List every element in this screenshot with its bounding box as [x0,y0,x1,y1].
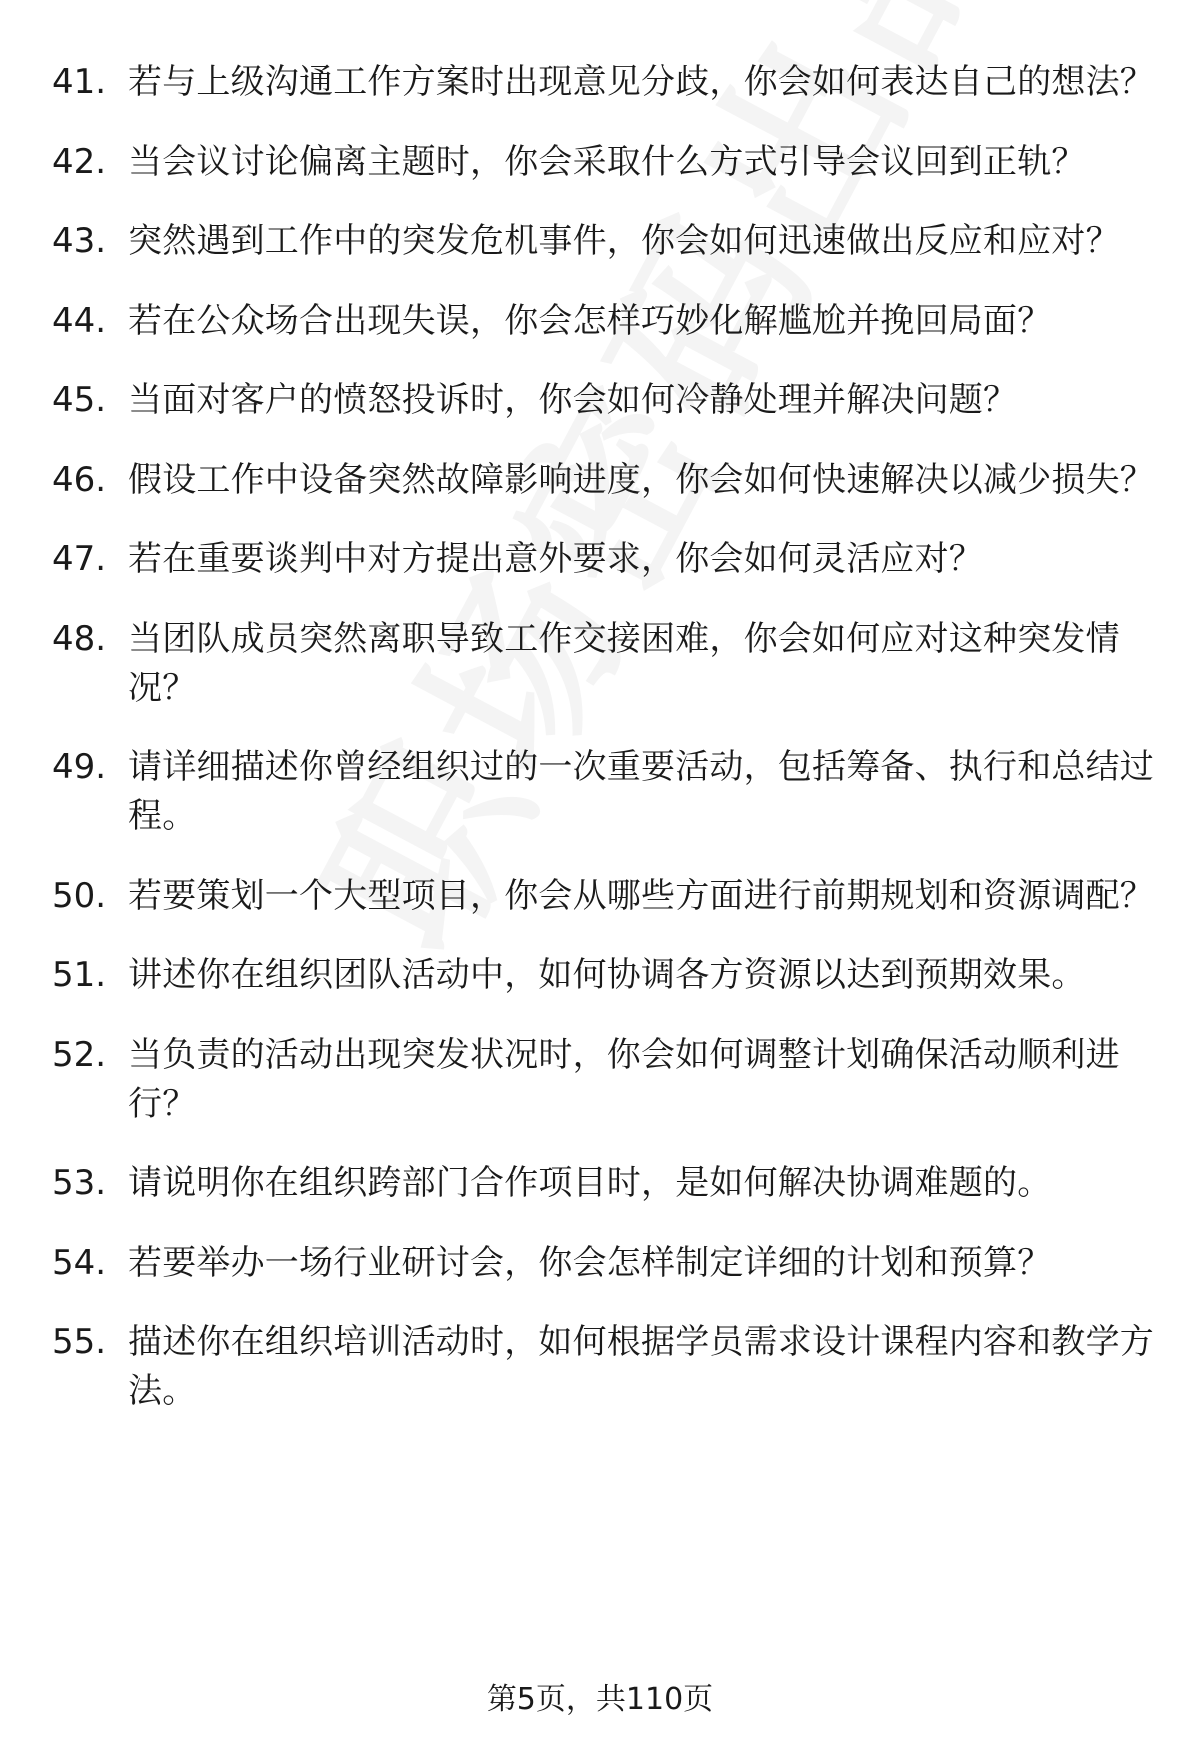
question-item [52,1031,1162,1129]
question-number: 41. [52,62,107,102]
page-number-footer: 第5页，共110页 [486,1682,714,1717]
question-text: 若要举办一场行业研讨会，你会怎样制定详细的计划和预算？ [128,1242,1052,1283]
question-number: 52. [52,1034,107,1075]
question-text: 若与上级沟通工作方案时出现意见分歧，你会如何表达自己的想法？ [128,62,1154,102]
question-text: 当面对客户的愤怒投诉时，你会如何冷静处理并解决问题？ [128,380,1018,420]
question-item [52,297,1162,346]
question-item [52,456,1162,505]
question-number: 48. [52,618,107,659]
question-number: 49. [52,747,107,787]
question-number: 54. [52,1242,107,1283]
question-text: 假设工作中设备突然故障影响进度，你会如何快速解决以减少损失？ [128,459,1154,500]
question-number: 47. [52,539,107,579]
question-number: 50. [52,875,107,916]
question-text: 讲述你在组织团队活动中，如何协调各方资源以达到预期效果。 [128,955,1086,995]
question-number: 55. [52,1322,107,1362]
question-item [52,1318,1162,1416]
question-text: 当负责的活动出现突发状况时，你会如何调整计划确保活动顺利进行？ [128,1034,1120,1124]
question-number: 43. [52,221,107,261]
question-text: 当团队成员突然离职导致工作交接困难，你会如何应对这种突发情况？ [128,618,1120,708]
question-item [52,1239,1162,1288]
question-number: 42. [52,141,107,182]
question-item [52,376,1162,425]
question-text: 若在重要谈判中对方提出意外要求，你会如何灵活应对？ [128,539,983,579]
question-number: 51. [52,955,107,995]
question-item [52,743,1162,841]
question-item [52,535,1162,584]
question-text: 请详细描述你曾经组织过的一次重要活动，包括筹备、执行和总结过程。 [128,747,1154,836]
question-number: 53. [52,1163,107,1203]
question-text: 请说明你在组织跨部门合作项目时，是如何解决协调难题的。 [128,1163,1052,1203]
question-text: 当会议讨论偏离主题时，你会采取什么方式引导会议回到正轨？ [128,141,1086,182]
question-item [52,138,1162,187]
question-number: 44. [52,300,107,341]
question-number: 45. [52,380,107,420]
question-item [52,951,1162,1000]
question-number: 46. [52,459,107,500]
question-text: 描述你在组织培训活动时，如何根据学员需求设计课程内容和教学方法。 [128,1322,1154,1411]
question-item [52,615,1162,713]
question-item [52,58,1162,107]
question-text: 若要策划一个大型项目，你会从哪些方面进行前期规划和资源调配？ [128,875,1154,916]
question-list [52,58,1162,1447]
question-item [52,1159,1162,1208]
question-text: 若在公众场合出现失误，你会怎样巧妙化解尴尬并挽回局面？ [128,300,1052,341]
question-item [52,217,1162,266]
question-text: 突然遇到工作中的突发危机事件，你会如何迅速做出反应和应对？ [128,221,1120,261]
question-item [52,872,1162,921]
